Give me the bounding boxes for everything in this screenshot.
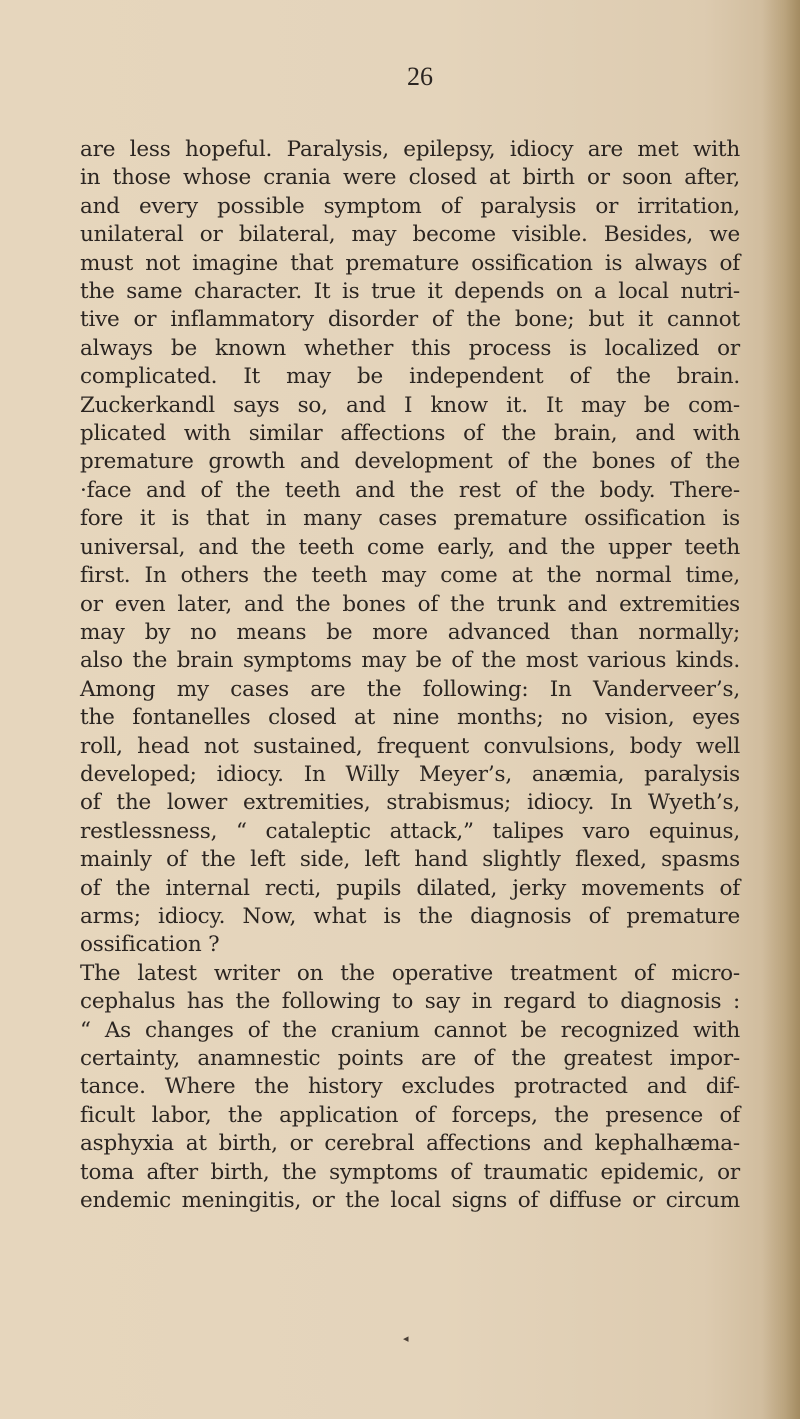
- text-line: endemic meningitis, or the local signs of diffuse or circum: [80, 1188, 740, 1214]
- text-line: and every possible symptom of paralysis or irritation,: [80, 193, 740, 219]
- text-line: complicated. It may be independent of the brain.: [80, 364, 740, 390]
- text-line: “ As changes of the cranium cannot be recognized with: [80, 1017, 740, 1043]
- text-line: asphyxia at birth, or cerebral affections and kephalhæma-: [80, 1131, 740, 1157]
- text-line: plicated with similar affections of the brain, and with: [80, 421, 740, 447]
- text-line: are less hopeful. Paralysis, epilepsy, idiocy are met with: [80, 137, 740, 162]
- text-line: restlessness, “ cataleptic attack,” talipes varo equinus,: [80, 818, 740, 844]
- text-line: Among my cases are the following: In Vanderveer’s,: [80, 676, 740, 702]
- text-line: toma after birth, the symptoms of traumatic epidemic, or: [80, 1159, 740, 1185]
- text-line: roll, head not sustained, frequent convulsions, body well: [80, 733, 740, 759]
- text-line: The latest writer on the operative treatment of micro-: [80, 960, 740, 986]
- text-line: premature growth and development of the bones of the: [80, 449, 740, 475]
- text-line: may by no means be more advanced than normally;: [80, 619, 740, 645]
- page-number: 26: [407, 62, 433, 91]
- text-line: of the internal recti, pupils dilated, jerky movements of: [80, 875, 740, 901]
- text-line: must not imagine that premature ossification is always of: [80, 250, 740, 276]
- text-line: or even later, and the bones of the trunk and extremities: [80, 591, 740, 617]
- text-line: cephalus has the following to say in regard to diagnosis :: [80, 989, 740, 1015]
- text-line: also the brain symptoms may be of the most various kinds.: [80, 648, 740, 674]
- text-line: ossification ?: [80, 932, 220, 958]
- page-edge-shadow: [762, 0, 800, 1419]
- text-line: certainty, anamnestic points are of the greatest impor-: [80, 1046, 740, 1071]
- body-text: [80, 136, 740, 1215]
- text-line: fore it is that in many cases premature ossification is: [80, 506, 740, 532]
- text-line: universal, and the teeth come early, and the upper teeth: [80, 534, 740, 560]
- signature-mark: ◂: [403, 1332, 409, 1345]
- text-line: arms; idiocy. Now, what is the diagnosis of premature: [80, 903, 740, 929]
- text-line: tance. Where the history excludes protracted and dif-: [80, 1074, 740, 1100]
- text-line: the fontanelles closed at nine months; no vision, eyes: [80, 705, 740, 731]
- text-line: ·face and of the teeth and the rest of the body. There-: [80, 477, 740, 503]
- text-line: Zuckerkandl says so, and I know it. It may be com-: [80, 392, 740, 418]
- text-line: unilateral or bilateral, may become visible. Besides, we: [80, 222, 740, 248]
- text-line: the same character. It is true it depends on a local nutri-: [80, 279, 740, 305]
- text-line: of the lower extremities, strabismus; idiocy. In Wyeth’s,: [80, 790, 740, 816]
- text-line: developed; idiocy. In Willy Meyer’s, anæmia, paralysis: [80, 761, 740, 787]
- text-line: tive or inflammatory disorder of the bone; but it cannot: [80, 307, 740, 333]
- text-line: first. In others the teeth may come at the normal time,: [80, 563, 740, 589]
- text-line: always be known whether this process is localized or: [80, 335, 740, 361]
- text-line: in those whose crania were closed at birth or soon after,: [80, 165, 740, 191]
- text-line: mainly of the left side, left hand slightly flexed, spasms: [80, 847, 740, 873]
- text-line: ficult labor, the application of forceps, the presence of: [80, 1102, 740, 1128]
